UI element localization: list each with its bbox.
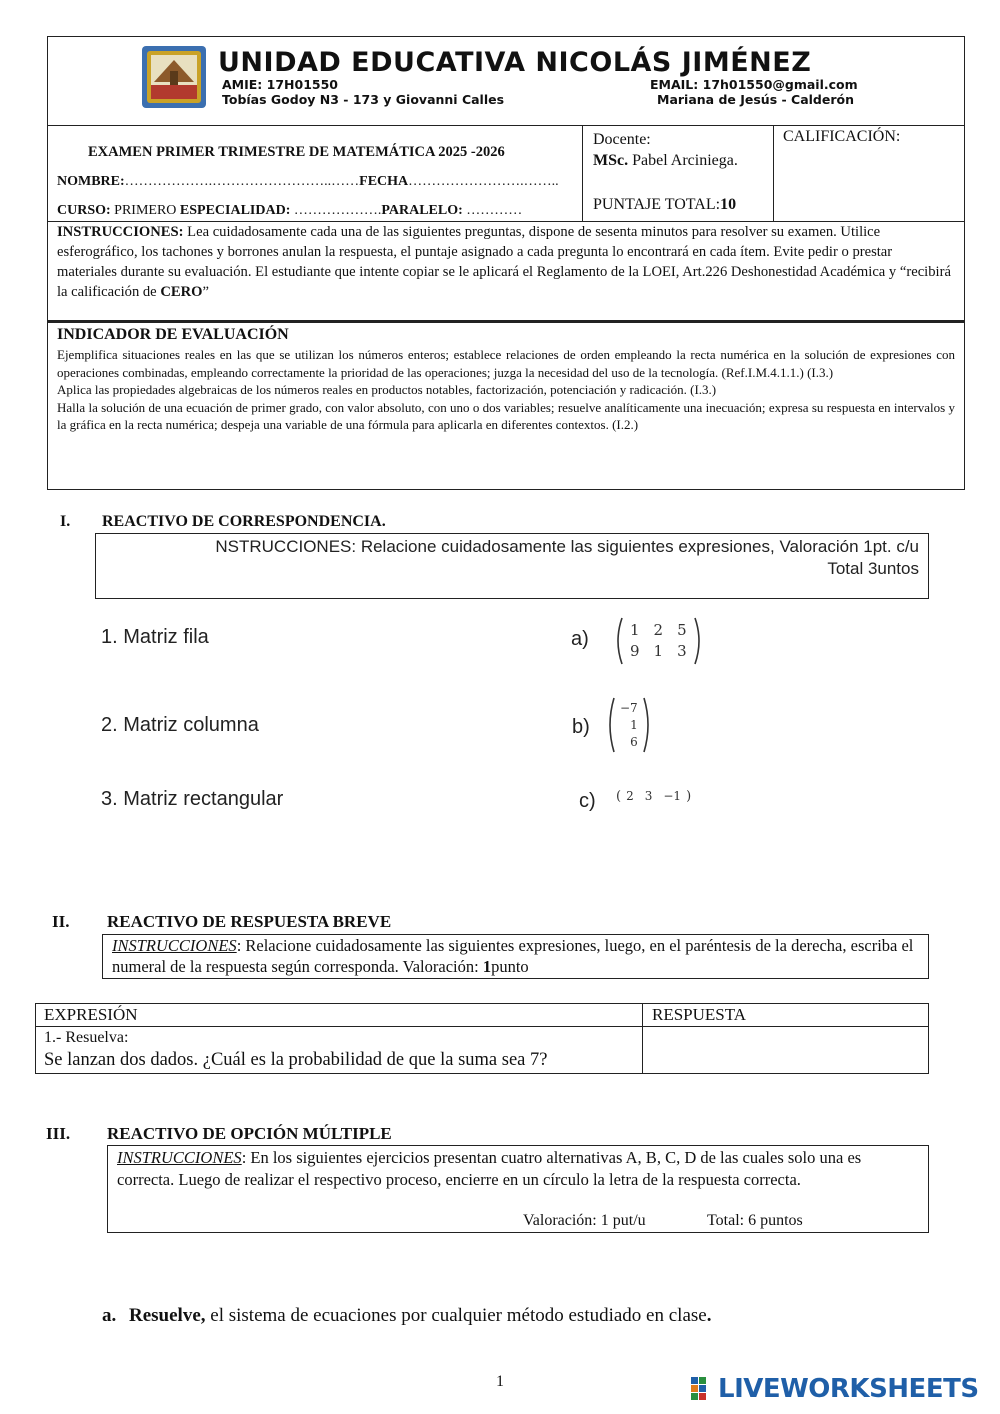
matrix-cell: 5 xyxy=(677,621,687,639)
matrix-cell: 2 xyxy=(626,789,634,803)
section2-instr-label: INSTRUCCIONES xyxy=(112,936,237,955)
divider-docente xyxy=(582,125,583,222)
nombre-field[interactable]: ……………….……………………..…… xyxy=(124,174,360,189)
question-number: 1.- Resuelva: xyxy=(44,1029,129,1046)
question-a-text: el sistema de ecuaciones por cualquier método estudiado en clase xyxy=(210,1305,707,1326)
match-item-3: 3. Matriz rectangular xyxy=(101,788,284,810)
instructions-cero: CERO xyxy=(160,284,203,300)
liveworksheets-brand: LIVEWORKSHEETS xyxy=(718,1374,979,1404)
nombre-label: NOMBRE: xyxy=(57,174,125,189)
col-expresion-header: EXPRESIÓN xyxy=(44,1005,138,1024)
indicador-title: INDICADOR DE EVALUACIÓN xyxy=(57,326,289,343)
matrix-bracket-left xyxy=(604,696,616,754)
docente-name-line xyxy=(593,152,738,170)
matrix-cell: 1 xyxy=(630,621,640,639)
question-a-letter: a. xyxy=(102,1305,117,1326)
liveworksheets-logo xyxy=(690,1374,979,1404)
indicador-p1: Ejemplifica situaciones reales en las que se utilizan los números enteros; establece relaciones de orden empleando la recta numérica en la solución de expresiones con operaciones combinadas, empleando correctamente la prioridad de las operaciones; juzga la necesidad del uso de la tecnología. (Ref.I.M.4.1.1.) (I.3.) xyxy=(57,347,955,380)
match-item-2: 2. Matriz columna xyxy=(101,714,259,736)
puntaje-line xyxy=(593,196,736,214)
docente-title: MSc. xyxy=(593,152,629,169)
matrix-bracket-right xyxy=(642,696,654,754)
option-a-letter: a) xyxy=(571,628,589,650)
section2-numeral: II. xyxy=(52,912,70,931)
docente-name: Pabel Arciniega. xyxy=(632,152,738,169)
page-number: 1 xyxy=(496,1373,504,1390)
curso-label: CURSO: xyxy=(57,203,111,218)
matrix-cell: 1 xyxy=(630,717,638,732)
option-b-letter: b) xyxy=(572,716,590,738)
paralelo-field[interactable]: ………… xyxy=(466,203,523,218)
option-a-matrix xyxy=(612,615,705,667)
section2-instr-text: : Relacione cuidadosamente las siguientes expresiones, luego, en el paréntesis de la derecha, escriba el numeral de la respuesta según corresponda. Valoración: xyxy=(112,936,914,976)
section1-numeral: I. xyxy=(60,513,71,530)
liveworksheets-icon xyxy=(690,1376,716,1402)
school-email: EMAIL: 17h01550@gmail.com xyxy=(650,77,858,92)
matrix-cell: 2 xyxy=(653,621,664,639)
option-c-letter: c) xyxy=(579,790,596,812)
section2-unit: punto xyxy=(491,957,529,976)
section3-title: REACTIVO DE OPCIÓN MÚLTIPLE xyxy=(107,1124,392,1143)
section3-total: Total: 6 puntos xyxy=(707,1212,803,1229)
matrix-bracket-left: ( xyxy=(616,788,622,804)
school-name: UNIDAD EDUCATIVA NICOLÁS JIMÉNEZ xyxy=(218,47,812,78)
puntaje-value: 10 xyxy=(720,196,737,213)
indicador-p3: Halla la solución de una ecuación de primer grado, con valor absoluto, con uno o dos variables; resuelve analíticamente una inecuación; expresa su respuesta en intervalos y la gráfica en la recta numérica; despeja una variable de una fórmula para aplicarla en diferentes contextos. (I.2.) xyxy=(57,399,955,433)
question-a: a. Resuelve, el sistema de ecuaciones por cualquier método estudiado en clase. xyxy=(102,1305,712,1326)
matrix-bracket-right: ) xyxy=(686,788,692,804)
matrix-cell: 9 xyxy=(630,642,640,660)
school-logo xyxy=(140,44,208,110)
matrix-cell: −7 xyxy=(620,700,638,715)
question-text: Se lanzan dos dados. ¿Cuál es la probabilidad de que la suma sea 7? xyxy=(44,1050,548,1070)
matrix-cell: −1 xyxy=(663,789,682,803)
section2-title: REACTIVO DE RESPUESTA BREVE xyxy=(107,912,392,931)
section3-instr-label: INSTRUCCIONES xyxy=(117,1148,242,1167)
docente-label: Docente: xyxy=(593,131,651,148)
matrix-cell: 3 xyxy=(677,642,687,660)
section1-instr-line1: NSTRUCCIONES: Relacione cuidadosamente las siguientes expresiones, Valoración 1pt. c/u xyxy=(215,537,919,556)
matrix-cell: 6 xyxy=(630,734,638,749)
section2-instructions xyxy=(112,935,924,977)
matrix-cell: 1 xyxy=(653,642,664,660)
section3-instr-text: : En los siguientes ejercicios presentan cuatro alternativas A, B, C, D de las cuales solo una es correcta. Luego de realizar el respectivo proceso, encierre en un círculo la letra de la respuesta correcta. xyxy=(117,1148,862,1189)
instructions-body: Lea cuidadosamente cada una de las siguientes preguntas, dispone de sesenta minutos para resolver su examen. Utilice esferográfico, los tachones y borrones anulan la respuesta, el puntaje asignado a cada pregunta lo encontrará en cada ítem. Evite pedir o prestar materiales durante su evaluación. El estudiante que intente copiar se le aplicará el Reglamento de la LOEI, Art.226 Deshonestidad Académica y “recibirá la calificación de xyxy=(57,224,951,300)
option-b-matrix xyxy=(604,695,654,755)
calificacion-label: CALIFICACIÓN: xyxy=(783,128,901,145)
indicador-p2: Aplica las propiedades algebraicas de los números reales en productos notables, factorización, potenciación y radicación. (I.3.) xyxy=(57,382,717,398)
fecha-label: FECHA xyxy=(359,174,409,189)
indicador-body xyxy=(57,346,955,434)
section3-instructions xyxy=(117,1147,922,1190)
school-amie: AMIE: 17H01550 xyxy=(222,77,338,92)
section3-numeral: III. xyxy=(46,1124,71,1143)
matrix-bracket-right xyxy=(693,616,705,666)
section3-valoracion: Valoración: 1 put/u xyxy=(523,1212,646,1229)
curso-value: PRIMERO xyxy=(114,203,177,218)
option-c-matrix xyxy=(616,786,691,806)
instructions-label: INSTRUCCIONES: xyxy=(57,224,184,240)
section1-title: REACTIVO DE CORRESPONDENCIA. xyxy=(102,513,386,530)
paralelo-label: PARALELO: xyxy=(381,203,463,218)
curso-line xyxy=(57,203,522,219)
match-item-1: 1. Matriz fila xyxy=(101,626,209,648)
puntaje-label: PUNTAJE TOTAL: xyxy=(593,196,721,213)
fecha-field[interactable]: …………………….…….. xyxy=(408,174,559,189)
school-address: Tobías Godoy N3 - 173 y Giovanni Calles xyxy=(222,92,505,107)
especialidad-label: ESPECIALIDAD: xyxy=(179,203,291,218)
instructions-text: INSTRUCCIONES: Lea cuidadosamente cada una de las siguientes preguntas, dispone de sesenta minutos para resolver su examen. Utilice esferográfico, los tachones y borrones anulan la respuesta, el puntaje asignado a cada pregunta lo encontrará en cada ítem. Evite pedir o prestar materiales durante su evaluación. El estudiante que intente copiar se le aplicará el Reglamento de la LOEI, Art.226 Deshonestidad Académica y “recibirá la calificación de CERO” xyxy=(57,224,951,300)
section2-points: 1 xyxy=(482,957,492,976)
answer-cell[interactable] xyxy=(644,1028,928,1073)
section1-instructions xyxy=(100,536,919,580)
divider-calificacion xyxy=(773,125,774,222)
question-a-verb: Resuelve, xyxy=(129,1305,206,1326)
exam-title: EXAMEN PRIMER TRIMESTRE DE MATEMÁTICA 2025 -2026 xyxy=(88,144,505,160)
col-respuesta-header: RESPUESTA xyxy=(652,1005,747,1024)
matrix-cell: 3 xyxy=(644,789,653,803)
section1-instr-line2: Total 3untos xyxy=(827,559,919,578)
matrix-bracket-left xyxy=(612,616,624,666)
especialidad-field[interactable]: ………………. xyxy=(293,203,382,218)
school-location: Mariana de Jesús - Calderón xyxy=(657,92,854,107)
table-column-divider xyxy=(642,1003,643,1074)
table-header-divider xyxy=(35,1026,929,1027)
nombre-line xyxy=(57,174,559,190)
